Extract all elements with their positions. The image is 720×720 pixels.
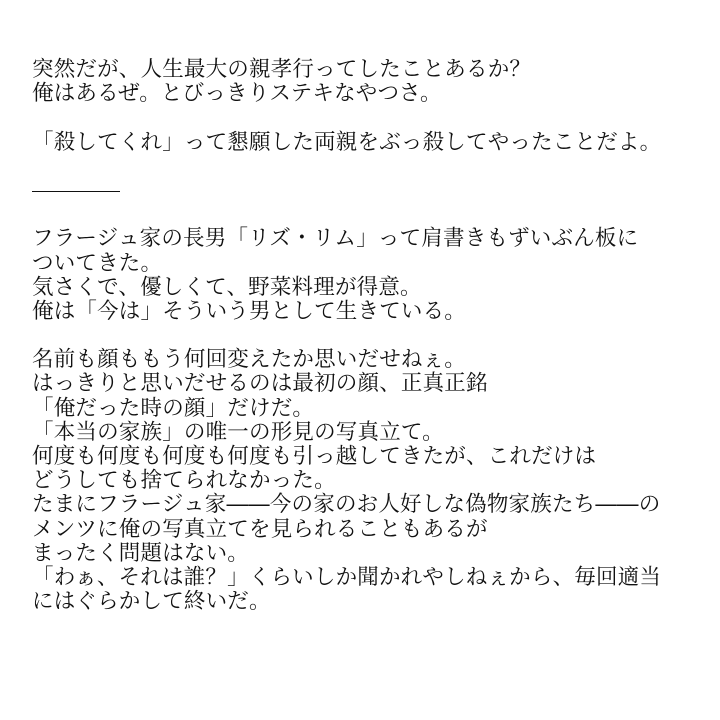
- text-line: 気さくで、優しくて、野菜料理が得意。: [32, 274, 422, 300]
- text-line: 俺はあるぜ。とびっきりステキなやつさ。: [32, 81, 442, 107]
- text-line: どうしても捨てられなかった。: [32, 468, 336, 494]
- text-line: 「わぁ、それは誰？」くらいしか聞かれやしねぇから、毎回適当: [32, 564, 662, 590]
- blank-line: [32, 203, 704, 227]
- text-line: 俺は「今は」そういう男として生きている。: [32, 298, 467, 324]
- text-line: たまにフラージュ家――今の家のお人好しな偽物家族たち――の: [32, 492, 661, 518]
- text-line: にはぐらかして終いだ。: [32, 589, 271, 615]
- text-line: 名前も顔ももう何回変えたか思いだせねぇ。: [32, 347, 467, 373]
- text-line: ついてきた。: [32, 250, 163, 276]
- text-line: 「殺してくれ」って懇願した両親をぶっ殺してやったことだよ。: [32, 129, 662, 155]
- blank-line: [32, 155, 704, 179]
- story-text: [32, 58, 704, 614]
- text-line: フラージュ家の長男「リズ・リム」って肩書きもずいぶん板に: [32, 226, 639, 252]
- text-line: 突然だが、人生最大の親孝行ってしたことあるか？: [32, 57, 532, 82]
- text-line: まったく問題はない。: [32, 540, 250, 566]
- divider-rule: [32, 191, 120, 192]
- blank-line: [32, 324, 704, 348]
- text-line: 何度も何度も何度も何度も引っ越してきたが、これだけは: [32, 444, 597, 469]
- text-line: 「本当の家族」の唯一の形見の写真立て。: [32, 419, 444, 445]
- text-line: メンツに俺の写真立てを見られることもあるが: [32, 516, 488, 542]
- text-line: はっきりと思いだせるのは最初の顔、正真正銘: [32, 371, 488, 397]
- blank-line: [32, 106, 704, 130]
- text-line: 「俺だった時の顔」だけだ。: [32, 395, 315, 421]
- section-divider: [32, 179, 704, 203]
